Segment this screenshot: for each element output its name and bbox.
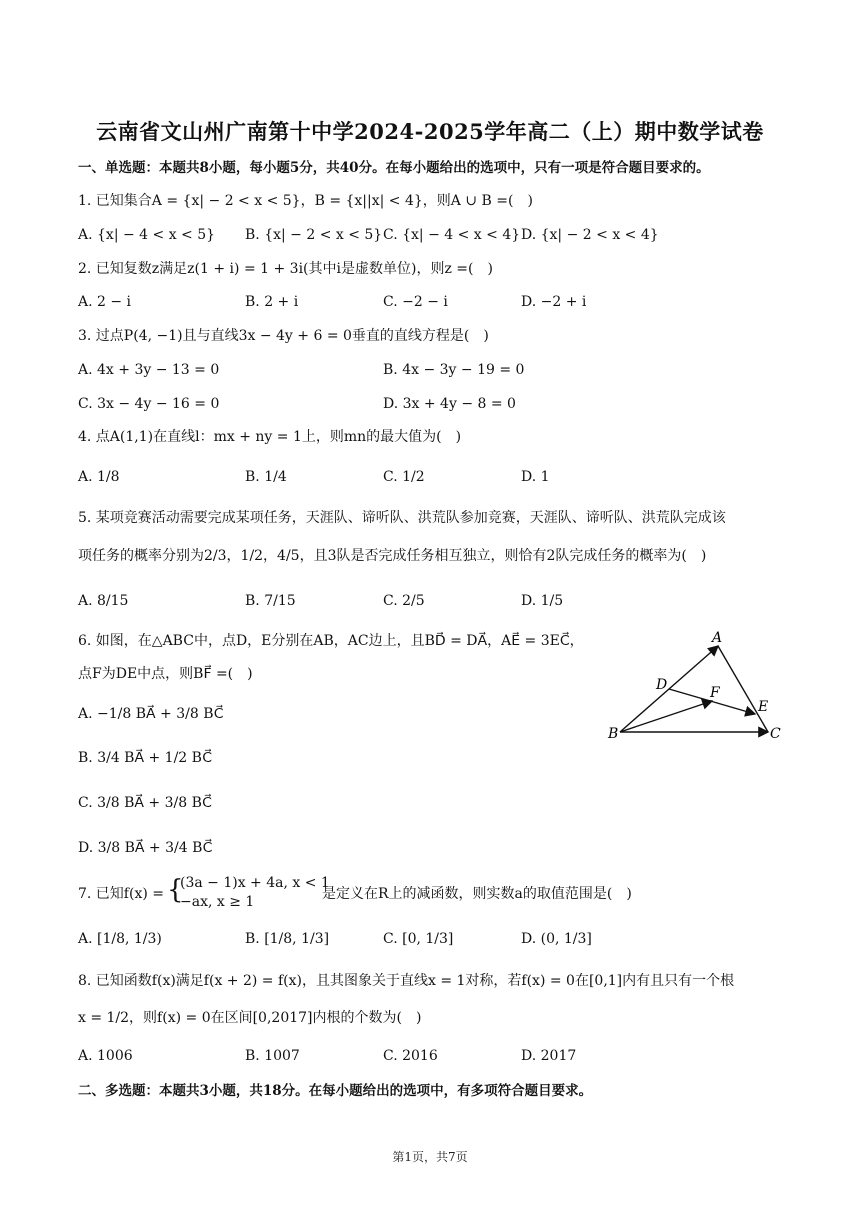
question-6-stem-line-2: 点F为DE中点，则BF⃗ =( ) [78,666,253,682]
question-5-stem-line-2: 项任务的概率分别为2/3，1/2，4/5，且3队是否完成任务相互独立，则恰有2队完成任务的概率为( ) [78,548,707,564]
q7-option-a: A. [1/8, 1/3) [78,931,162,947]
section-1-header: 一、单选题：本题共8小题，每小题5分，共40分。在每小题给出的选项中，只有一项是符合题目要求的。 [78,160,710,176]
q3-option-a: A. 4x + 3y − 13 = 0 [78,362,220,378]
question-7-stem-prefix: 7. 已知f(x) = [78,886,164,902]
q6-option-c: C. 3/8 BA⃗ + 3/8 BC⃗ [78,795,212,811]
q6-option-d: D. 3/8 BA⃗ + 3/4 BC⃗ [78,840,213,856]
q8-option-b: B. 1007 [245,1048,300,1064]
q5-option-d: D. 1/5 [521,593,564,609]
q4-option-b: B. 1/4 [245,469,287,485]
q1-option-b: B. {x| − 2 < x < 5} [245,227,383,243]
question-7-stem-suffix: 是定义在R上的减函数，则实数a的取值范围是( ) [322,886,632,902]
q5-option-a: A. 8/15 [78,593,129,609]
q7-option-d: D. (0, 1/3] [521,931,592,947]
q3-option-c: C. 3x − 4y − 16 = 0 [78,396,220,412]
question-1-stem: 1. 已知集合A = {x| − 2 < x < 5}，B = {x||x| < 4}，则A ∪ B =( ) [78,193,533,209]
q2-option-a: A. 2 − i [78,294,132,310]
q2-option-b: B. 2 + i [245,294,299,310]
piecewise-brace: { [167,875,184,905]
q5-option-b: B. 7/15 [245,593,296,609]
triangle-figure [600,620,790,750]
q8-option-c: C. 2016 [383,1048,438,1064]
q8-option-a: A. 1006 [78,1048,133,1064]
q2-option-d: D. −2 + i [521,294,587,310]
q8-option-d: D. 2017 [521,1048,577,1064]
question-5-stem-line-1: 5. 某项竞赛活动需要完成某项任务，天涯队、谛听队、洪荒队参加竞赛，天涯队、谛听队、洪荒队完成该 [78,510,726,526]
question-2-stem: 2. 已知复数z满足z(1 + i) = 1 + 3i(其中i是虚数单位)，则z =( ) [78,261,493,277]
q6-option-a: A. −1/8 BA⃗ + 3/8 BC⃗ [78,706,224,722]
q3-option-b: B. 4x − 3y − 19 = 0 [383,362,525,378]
q4-option-d: D. 1 [521,469,550,485]
q6-option-b: B. 3/4 BA⃗ + 1/2 BC⃗ [78,750,212,766]
q3-option-d: D. 3x + 4y − 8 = 0 [383,396,516,412]
page-footer: 第1页，共7页 [392,1150,468,1164]
label-f: F [710,685,720,701]
question-6-stem-line-1: 6. 如图，在△ABC中，点D，E分别在AB，AC边上，且BD⃗ = DA⃗，AE⃗ = 3EC⃗， [78,633,584,649]
q4-option-a: A. 1/8 [78,469,120,485]
question-4-stem: 4. 点A(1,1)在直线l：mx + ny = 1上，则mn的最大值为( ) [78,429,462,445]
label-b: B [608,726,619,742]
question-8-stem-line-2: x = 1/2，则f(x) = 0在区间[0,2017]内根的个数为( ) [78,1010,422,1026]
segment-bf [620,701,712,732]
q4-option-c: C. 1/2 [383,469,425,485]
q7-piece-1: (3a − 1)x + 4a, x < 1 [180,875,330,891]
q5-option-c: C. 2/5 [383,593,425,609]
q1-option-c: C. {x| − 4 < x < 4} [383,227,521,243]
q7-piece-2: −ax, x ≥ 1 [180,894,255,910]
q1-option-a: A. {x| − 4 < x < 5} [78,227,216,243]
label-d: D [656,677,668,693]
label-c: C [770,726,781,742]
label-a: A [712,630,723,646]
page-title: 云南省文山州广南第十中学2024-2025学年高二（上）期中数学试卷 [96,119,764,144]
q7-option-b: B. [1/8, 1/3] [245,931,330,947]
q2-option-c: C. −2 − i [383,294,448,310]
segment-ac [718,646,768,732]
label-e: E [758,699,769,715]
question-3-stem: 3. 过点P(4, −1)且与直线3x − 4y + 6 = 0垂直的直线方程是( ) [78,328,489,344]
q7-option-c: C. [0, 1/3] [383,931,454,947]
question-8-stem-line-1: 8. 已知函数f(x)满足f(x + 2) = f(x)，且其图象关于直线x = 1对称，若f(x) = 0在[0,1]内有且只有一个根 [78,973,735,989]
q1-option-d: D. {x| − 2 < x < 4} [521,227,659,243]
section-2-header: 二、多选题：本题共3小题，共18分。在每小题给出的选项中，有多项符合题目要求。 [78,1083,593,1099]
